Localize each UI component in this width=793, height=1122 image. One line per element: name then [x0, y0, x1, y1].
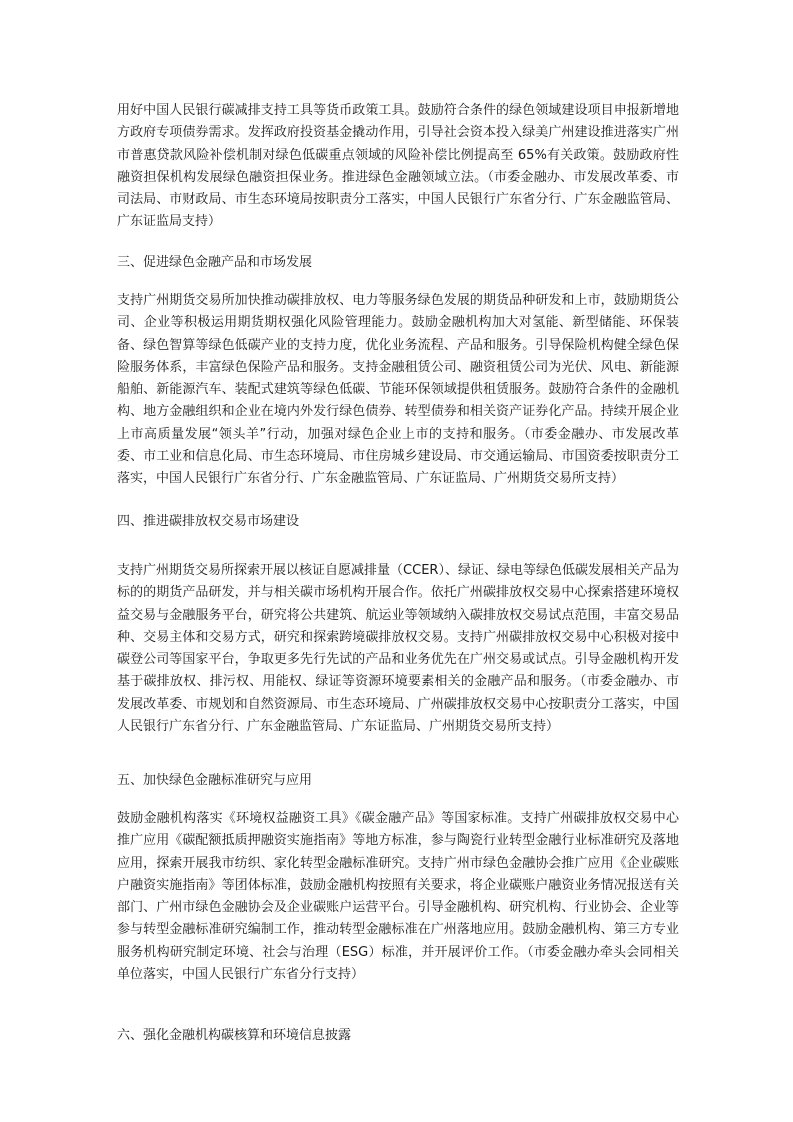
paragraph-carbon-trading: 支持广州期货交易所探索开展以核证自愿减排量（CCER）、绿证、绿电等绿色低碳发展相关产品为标的的期货产品研发，并与相关碳市场机构开展合作。依托广州碳排放权交易中心探索搭建环境权益交易与金融服务平台，研究将公共建筑、航运业等领域纳入碳排放权交易试点范围，丰富交易品种、交易主体和交易方式，研究和探索跨境碳排放权交易。支持广州碳排放权交易中心积极对接中碳登公司等国家平台，争取更多先行先试的产品和业务优先在广州交易或试点。引导金融机构开发基于碳排放权、排污权、用能权、绿证等资源环境要素相关的金融产品和服务。（市委金融办、市发展改革委、市规划和自然资源局、市生态环境局、广州碳排放权交易中心按职责分工落实，中国人民银行广东省分行、广东金融监管局、广东证监局、广州期货交易所支持） [117, 563, 679, 735]
section-heading-5: 五、加快绿色金融标准研究与应用 [117, 773, 313, 788]
section-heading-3: 三、促进绿色金融产品和市场发展 [117, 255, 313, 270]
paragraph-green-finance-standards: 鼓励金融机构落实《环境权益融资工具》《碳金融产品》等国家标准。支持广州碳排放权交易中心推广应用《碳配额抵质押融资实施指南》等地方标准，参与陶瓷行业转型金融行业标准研究及落地应用，探索开展我市纺织、家化转型金融标准研究。支持广州市绿色金融协会推广应用《企业碳账户融资实施指南》等团体标准，鼓励金融机构按照有关要求，将企业碳账户融资业务情况报送有关部门、广州市绿色金融协会及企业碳账户运营平台。引导金融机构、研究机构、行业协会、企业等参与转型金融标准研究编制工作，推动转型金融标准在广州落地应用。鼓励金融机构、第三方专业服务机构研究制定环境、社会与治理（ESG）标准，并开展评价工作。（市委金融办牵头会同相关单位落实，中国人民银行广东省分行支持） [117, 811, 679, 983]
paragraph-green-finance-products: 支持广州期货交易所加快推动碳排放权、电力等服务绿色发展的期货品种研发和上市，鼓励期货公司、企业等积极运用期货期权强化风险管理能力。鼓励金融机构加大对氢能、新型储能、环保装备、绿色智算等绿色低碳产业的支持力度，优化业务流程、产品和服务。引导保险机构健全绿色保险服务体系，丰富绿色保险产品和服务。支持金融租赁公司、融资租赁公司为光伏、风电、新能源船舶、新能源汽车、装配式建筑等绿色低碳、节能环保领域提供租赁服务。鼓励符合条件的金融机构、地方金融组织和企业在境内外发行绿色债券、转型债券和相关资产证券化产品。持续开展企业上市高质量发展“领头羊”行动，加强对绿色企业上市的支持和服务。（市委金融办、市发展改革委、市工业和信息化局、市生态环境局、市住房城乡建设局、市交通运输局、市国资委按职责分工落实，中国人民银行广东省分行、广东金融监管局、广东证监局、广州期货交易所支持） [117, 293, 679, 487]
paragraph-green-finance-policy: 用好中国人民银行碳减排支持工具等货币政策工具。鼓励符合条件的绿色领域建设项目申报新增地方政府专项债券需求。发挥政府投资基金撬动作用，引导社会资本投入绿美广州建设推进落实广州市普惠贷款风险补偿机制对绿色低碳重点领域的风险补偿比例提高至 65%有关政策。鼓励政府性融资担保机构发展绿色融资担保业务。推进绿色金融领域立法。（市委金融办、市发展改革委、市司法局、市财政局、市生态环境局按职责分工落实，中国人民银行广东省分行、广东金融监管局、广东证监局支持） [117, 103, 679, 230]
section-heading-6: 六、强化金融机构碳核算和环境信息披露 [117, 1028, 352, 1043]
section-heading-4: 四、推进碳排放权交易市场建设 [117, 514, 300, 529]
